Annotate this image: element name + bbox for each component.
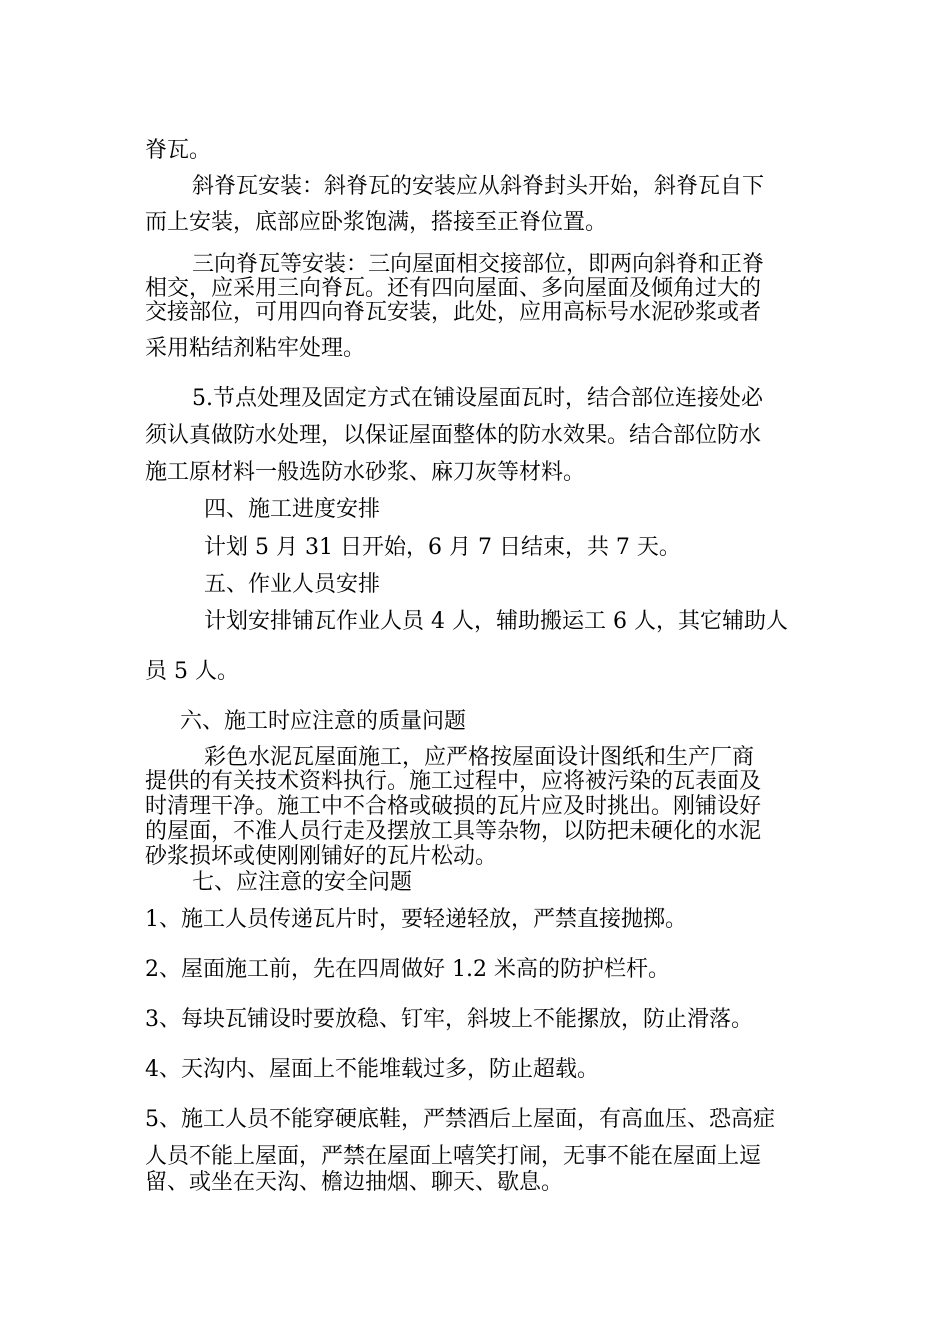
list-item: 2、屋面施工前，先在四周做好 1.2 米高的防护栏杆。 xyxy=(145,957,670,982)
text-line: 的屋面，不准人员行走及摆放工具等杂物，以防把未硬化的水泥 xyxy=(145,819,762,844)
text-line: 计划 5 月 31 日开始，6 月 7 日结束，共 7 天。 xyxy=(204,535,681,560)
list-item: 3、每块瓦铺设时要放稳、钉牢，斜坡上不能摞放，防止滑落。 xyxy=(145,1007,753,1032)
text-line: 留、或坐在天沟、檐边抽烟、聊天、歇息。 xyxy=(145,1170,564,1195)
text-line: 员 5 人。 xyxy=(145,659,239,684)
text-line: 斜脊瓦安装：斜脊瓦的安装应从斜脊封头开始，斜脊瓦自下 xyxy=(192,174,765,199)
text-line: 5.节点处理及固定方式在铺设屋面瓦时，结合部位连接处必 xyxy=(192,386,763,411)
text-line: 彩色水泥瓦屋面施工，应严格按屋面设计图纸和生产厂商 xyxy=(204,745,755,770)
text-line: 提供的有关技术资料执行。施工过程中，应将被污染的瓦表面及 xyxy=(145,769,762,794)
text-line: 三向脊瓦等安装：三向屋面相交接部位，即两向斜脊和正脊 xyxy=(192,252,765,277)
text-line: 砂浆损坏或使刚刚铺好的瓦片松动。 xyxy=(145,844,498,869)
text-line: 计划安排铺瓦作业人员 4 人，辅助搬运工 6 人，其它辅助人 xyxy=(204,609,788,634)
list-item: 4、天沟内、屋面上不能堆载过多，防止超载。 xyxy=(145,1057,599,1082)
text-line: 人员不能上屋面，严禁在屋面上嘻笑打闹，无事不能在屋面上逗 xyxy=(145,1144,762,1169)
text-line: 施工原材料一般选防水砂浆、麻刀灰等材料。 xyxy=(145,460,586,485)
text-line: 交接部位，可用四向脊瓦安装，此处，应用高标号水泥砂浆或者 xyxy=(145,300,762,325)
section-heading: 七、应注意的安全问题 xyxy=(192,870,413,895)
text-line: 须认真做防水处理，以保证屋面整体的防水效果。结合部位防水 xyxy=(145,423,762,448)
section-heading: 五、作业人员安排 xyxy=(204,572,381,597)
text-line: 时清理干净。施工中不合格或破损的瓦片应及时挑出。刚铺设好 xyxy=(145,794,762,819)
section-heading: 六、施工时应注意的质量问题 xyxy=(180,709,467,734)
text-line: 而上安装，底部应卧浆饱满，搭接至正脊位置。 xyxy=(145,210,608,235)
text-line: 采用粘结剂粘牢处理。 xyxy=(145,336,366,361)
list-item: 5、施工人员不能穿硬底鞋，严禁酒后上屋面，有高血压、恐高症 xyxy=(145,1107,775,1132)
list-item: 1、施工人员传递瓦片时，要轻递轻放，严禁直接抛掷。 xyxy=(145,907,687,932)
text-line: 脊瓦。 xyxy=(145,138,212,163)
section-heading: 四、施工进度安排 xyxy=(204,497,381,522)
text-line: 相交，应采用三向脊瓦。还有四向屋面、多向屋面及倾角过大的 xyxy=(145,276,762,301)
